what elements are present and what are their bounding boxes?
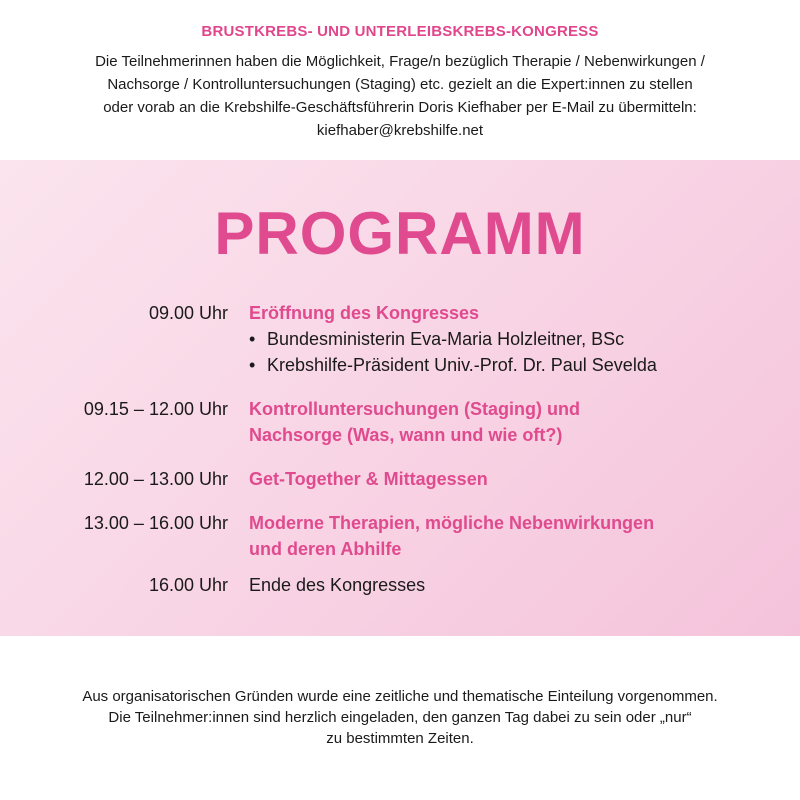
schedule-time: 13.00 – 16.00 Uhr (83, 513, 228, 533)
header-line: Nachsorge / Kontrolluntersuchungen (Staging) etc. gezielt an die Expert:innen zu stellen (107, 76, 693, 93)
schedule-title: Kontrolluntersuchungen (Staging) und (249, 399, 580, 419)
bullet-icon: • (249, 329, 256, 349)
schedule-item (0, 572, 800, 602)
schedule-time: 16.00 Uhr (148, 575, 228, 595)
schedule-item (0, 466, 800, 510)
schedule-content (249, 300, 769, 378)
header-line: Die Teilnehmerinnen haben die Möglichkeit, Frage/n bezüglich Therapie / Nebenwirkungen / (95, 53, 705, 70)
schedule-time: 09.15 – 12.00 Uhr (83, 399, 228, 419)
program-title: PROGRAMM (214, 200, 586, 267)
schedule-title: Eröffnung des Kongresses (249, 303, 480, 323)
schedule-title: Moderne Therapien, mögliche Nebenwirkungen (249, 513, 655, 533)
speaker-item (249, 326, 769, 352)
footer-note (0, 686, 800, 749)
schedule-content (249, 572, 769, 598)
schedule-content (249, 510, 769, 562)
footer-line: Aus organisatorischen Gründen wurde eine zeitliche und thematische Einteilung vorgenommen. (82, 688, 718, 705)
speaker-name: Bundesministerin Eva-Maria Holzleitner, BSc (267, 329, 625, 349)
schedule-content (249, 466, 769, 492)
speaker-name: Krebshilfe-Präsident Univ.-Prof. Dr. Paul Sevelda (267, 355, 657, 375)
header-description (0, 50, 800, 142)
schedule-item (0, 300, 800, 396)
header-line: oder vorab an die Krebshilfe-Geschäftsführerin Doris Kiefhaber per E-Mail zu übermitteln: (103, 99, 697, 116)
speaker-item (249, 352, 769, 378)
schedule-item (0, 510, 800, 572)
schedule-title: Nachsorge (Was, wann und wie oft?) (249, 425, 563, 445)
schedule-title: und deren Abhilfe (249, 539, 402, 559)
schedule-time: 09.00 Uhr (148, 303, 228, 323)
congress-title: BRUSTKREBS- UND UNTERLEIBSKREBS-KONGRESS (201, 23, 599, 40)
schedule-title: Ende des Kongresses (249, 575, 426, 595)
schedule-content (249, 396, 769, 448)
footer-line: zu bestimmten Zeiten. (326, 730, 474, 747)
contact-email: kiefhaber@krebshilfe.net (316, 122, 484, 139)
schedule-time: 12.00 – 13.00 Uhr (83, 469, 228, 489)
footer-line: Die Teilnehmer:innen sind herzlich eingeladen, den ganzen Tag dabei zu sein oder „nur“ (108, 709, 692, 726)
header (0, 22, 800, 142)
schedule-item (0, 396, 800, 466)
bullet-icon: • (249, 355, 256, 375)
schedule (0, 300, 800, 602)
schedule-title: Get-Together & Mittagessen (249, 469, 488, 489)
